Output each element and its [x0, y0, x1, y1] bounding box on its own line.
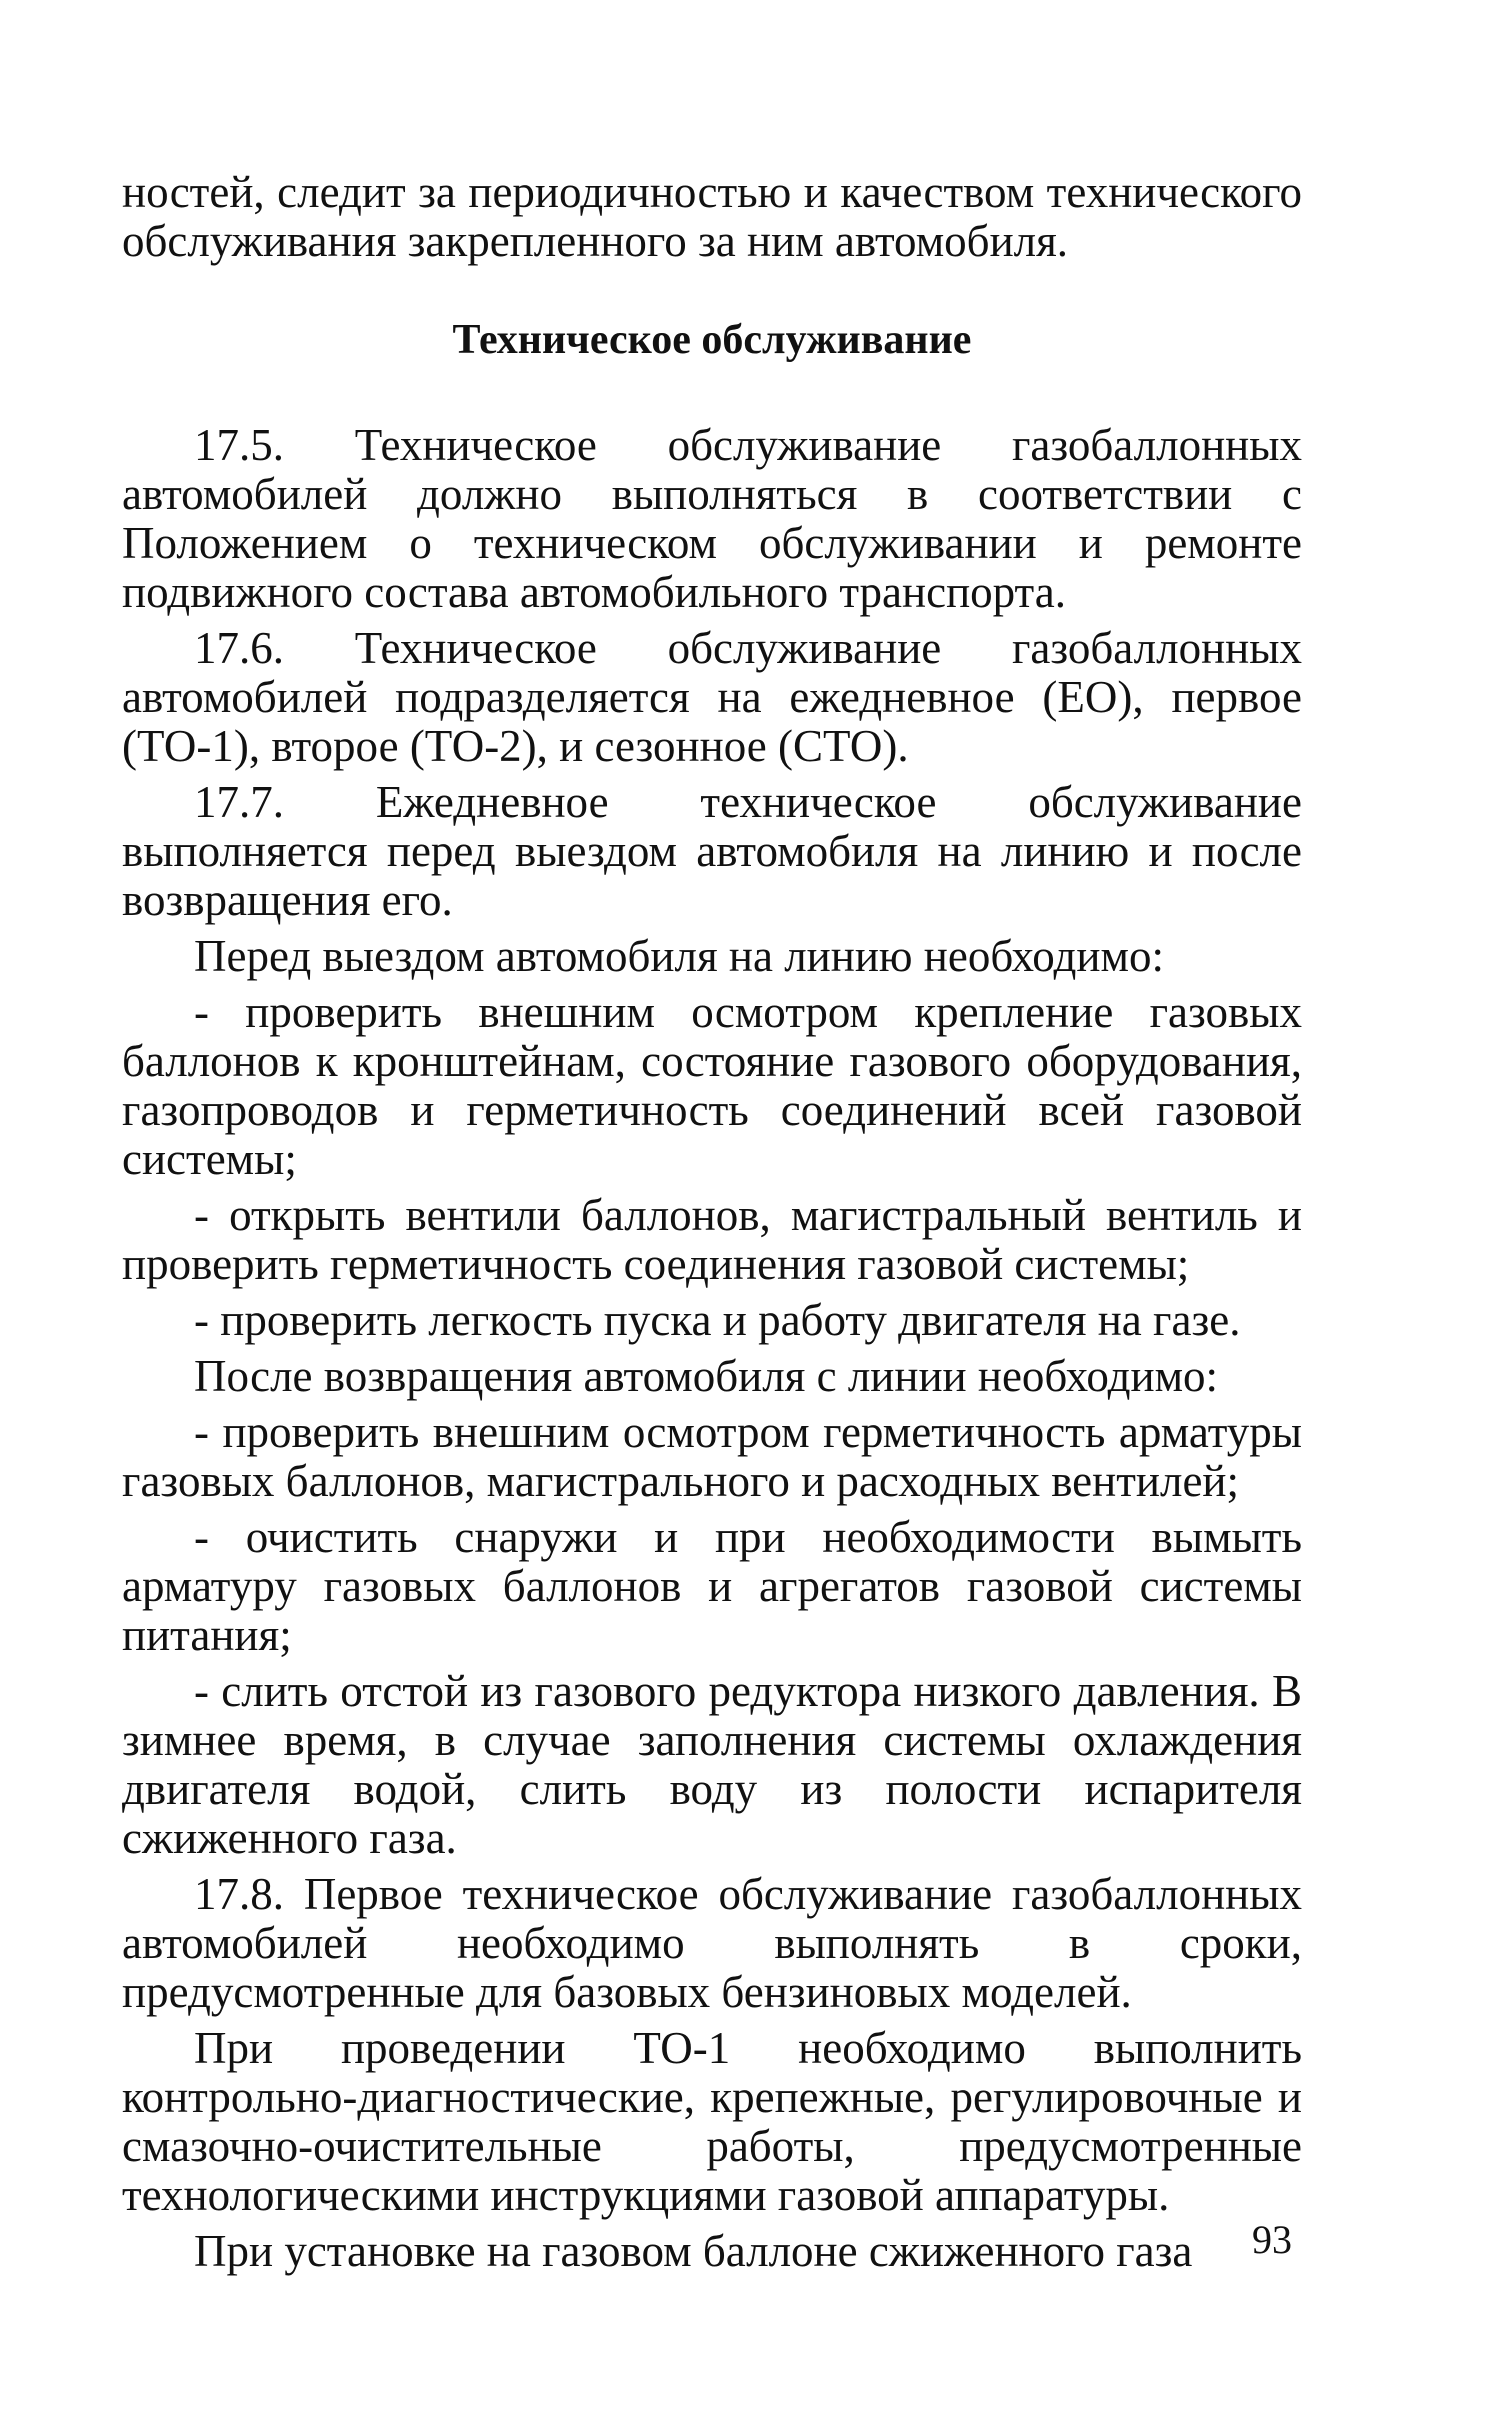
- list-item: - проверить внешним осмотром крепление газовых баллонов к кронштейнам, состояние газового оборудования, газопроводов и герметичность соединений всей газовой системы;: [122, 987, 1302, 1184]
- paragraph-17-7: 17.7. Ежедневное техническое обслуживание выполняется перед выездом автомобиля на линию и после возвращения его.: [122, 777, 1302, 925]
- list-item: - проверить внешним осмотром герметичность арматуры газовых баллонов, магистрального и расходных вентилей;: [122, 1407, 1302, 1506]
- before-departure-intro: Перед выездом автомобиля на линию необходимо:: [194, 931, 1164, 981]
- paragraph-17-8: 17.8. Первое техническое обслуживание газобаллонных автомобилей необходимо выполнять в сроки, предусмотренные для базовых бензиновых моделей.: [122, 1869, 1302, 2017]
- paragraph-last: При установке на газовом баллоне сжиженного газа: [194, 2226, 1193, 2276]
- list-item: - проверить легкость пуска и работу двигателя на газе.: [194, 1295, 1241, 1345]
- paragraph-17-5: 17.5. Техническое обслуживание газобаллонных автомобилей должно выполняться в соответствии с Положением о техническом обслуживании и ремонте подвижного состава автомобильного транспорта.: [122, 420, 1302, 617]
- paragraph-to1: При проведении ТО-1 необходимо выполнить контрольно-диагностические, крепежные, регулировочные и смазочно-очистительные работы, предусмотренные технологическими инструкциями газовой аппаратуры.: [122, 2023, 1302, 2220]
- page-body: [122, 168, 1302, 2283]
- list-item: - очистить снаружи и при необходимости вымыть арматуру газовых баллонов и агрегатов газовой системы питания;: [122, 1512, 1302, 1660]
- paragraph-17-6: 17.6. Техническое обслуживание газобаллонных автомобилей подразделяется на ежедневное (ЕО), первое (ТО-1), второе (ТО-2), и сезонное (СТО).: [122, 623, 1302, 771]
- section-heading: Техническое обслуживание: [452, 317, 972, 363]
- list-item: - открыть вентили баллонов, магистральный вентиль и проверить герметичность соединения газовой системы;: [122, 1190, 1302, 1289]
- page-number: 93: [1252, 2217, 1292, 2262]
- after-return-intro: После возвращения автомобиля с линии необходимо:: [194, 1351, 1219, 1401]
- list-item: - слить отстой из газового редуктора низкого давления. В зимнее время, в случае заполнения системы охлаждения двигателя водой, слить воду из полости испарителя сжиженного газа.: [122, 1666, 1302, 1863]
- continuation-paragraph: ностей, следит за периодичностью и качеством технического обслуживания закрепленного за ним автомобиля.: [122, 167, 1302, 266]
